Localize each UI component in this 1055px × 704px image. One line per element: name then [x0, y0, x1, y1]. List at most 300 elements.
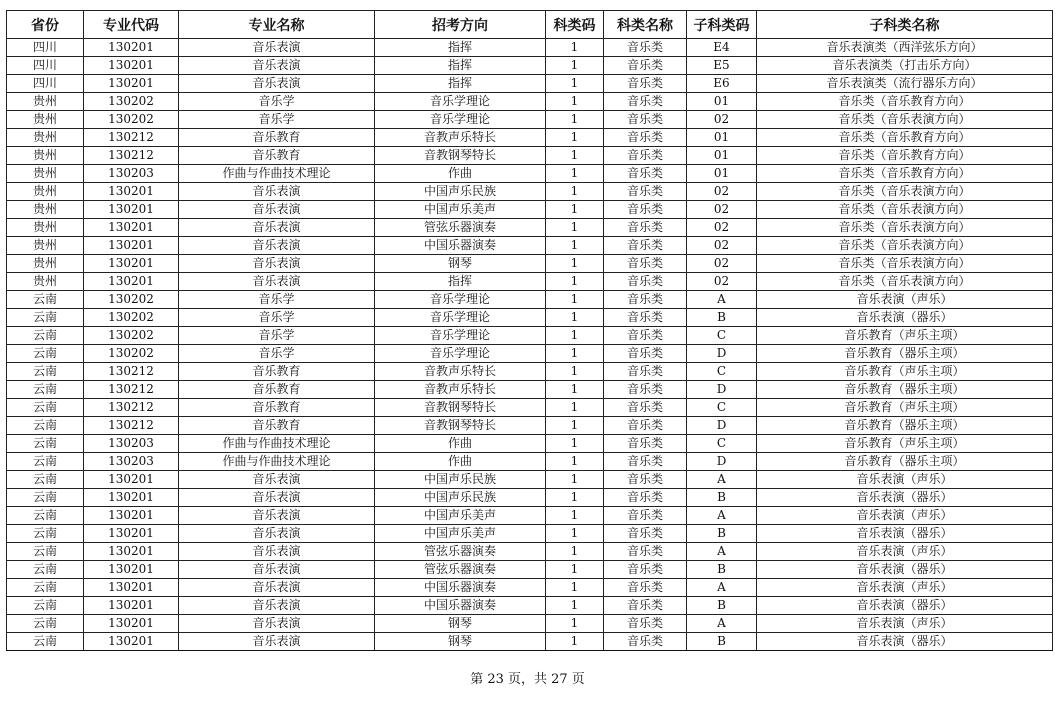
cell-direction: 指挥 [375, 75, 546, 93]
cell-category-code: 1 [546, 57, 604, 75]
cell-major-code: 130212 [84, 147, 179, 165]
cell-direction: 音教声乐特长 [375, 363, 546, 381]
cell-category-name: 音乐类 [604, 129, 687, 147]
cell-subcategory-name: 音乐表演（声乐） [757, 615, 1053, 633]
cell-province: 云南 [7, 561, 84, 579]
table-row [7, 93, 1053, 111]
cell-major-code: 130201 [84, 543, 179, 561]
cell-category-name: 音乐类 [604, 111, 687, 129]
cell-subcategory-code: A [687, 471, 757, 489]
cell-subcategory-name: 音乐类（音乐表演方向） [757, 255, 1053, 273]
cell-direction: 管弦乐器演奏 [375, 219, 546, 237]
table-row [7, 75, 1053, 93]
cell-major-name: 音乐表演 [179, 273, 375, 291]
cell-major-name: 音乐表演 [179, 57, 375, 75]
cell-major-code: 130201 [84, 561, 179, 579]
cell-direction: 音乐学理论 [375, 291, 546, 309]
cell-province: 云南 [7, 399, 84, 417]
cell-category-code: 1 [546, 435, 604, 453]
table-row [7, 255, 1053, 273]
cell-category-code: 1 [546, 579, 604, 597]
cell-province: 贵州 [7, 129, 84, 147]
cell-province: 云南 [7, 543, 84, 561]
cell-major-code: 130202 [84, 111, 179, 129]
cell-major-name: 音乐教育 [179, 147, 375, 165]
cell-category-code: 1 [546, 417, 604, 435]
cell-province: 贵州 [7, 147, 84, 165]
cell-category-name: 音乐类 [604, 471, 687, 489]
cell-major-code: 130201 [84, 219, 179, 237]
cell-subcategory-code: A [687, 615, 757, 633]
table-row [7, 327, 1053, 345]
cell-category-code: 1 [546, 273, 604, 291]
cell-direction: 作曲 [375, 435, 546, 453]
cell-province: 云南 [7, 453, 84, 471]
cell-province: 云南 [7, 291, 84, 309]
cell-direction: 音教声乐特长 [375, 381, 546, 399]
table-row [7, 597, 1053, 615]
cell-province: 云南 [7, 363, 84, 381]
cell-subcategory-name: 音乐表演类（流行器乐方向） [757, 75, 1053, 93]
cell-major-code: 130212 [84, 399, 179, 417]
cell-subcategory-name: 音乐类（音乐教育方向） [757, 129, 1053, 147]
cell-subcategory-code: B [687, 489, 757, 507]
cell-subcategory-code: E6 [687, 75, 757, 93]
column-header-province: 省份 [7, 11, 84, 39]
cell-province: 贵州 [7, 255, 84, 273]
cell-direction: 钢琴 [375, 615, 546, 633]
cell-category-code: 1 [546, 183, 604, 201]
cell-subcategory-code: B [687, 561, 757, 579]
cell-category-name: 音乐类 [604, 57, 687, 75]
cell-category-name: 音乐类 [604, 309, 687, 327]
cell-major-code: 130201 [84, 633, 179, 651]
cell-major-code: 130202 [84, 309, 179, 327]
cell-major-name: 音乐表演 [179, 525, 375, 543]
cell-major-name: 音乐学 [179, 93, 375, 111]
cell-major-code: 130212 [84, 381, 179, 399]
cell-category-code: 1 [546, 129, 604, 147]
cell-subcategory-code: 01 [687, 93, 757, 111]
column-header-direction: 招考方向 [375, 11, 546, 39]
table-row [7, 309, 1053, 327]
cell-direction: 钢琴 [375, 633, 546, 651]
cell-direction: 中国乐器演奏 [375, 579, 546, 597]
cell-category-code: 1 [546, 399, 604, 417]
cell-subcategory-name: 音乐表演（器乐） [757, 309, 1053, 327]
table-body [7, 39, 1053, 651]
cell-subcategory-code: 02 [687, 201, 757, 219]
cell-subcategory-code: 02 [687, 219, 757, 237]
cell-major-name: 音乐表演 [179, 39, 375, 57]
cell-direction: 中国声乐民族 [375, 489, 546, 507]
cell-category-code: 1 [546, 39, 604, 57]
cell-subcategory-name: 音乐表演类（西洋弦乐方向） [757, 39, 1053, 57]
cell-subcategory-code: 02 [687, 183, 757, 201]
cell-category-code: 1 [546, 219, 604, 237]
cell-province: 四川 [7, 75, 84, 93]
cell-category-code: 1 [546, 363, 604, 381]
cell-subcategory-name: 音乐教育（器乐主项） [757, 381, 1053, 399]
cell-major-code: 130201 [84, 75, 179, 93]
table-row [7, 165, 1053, 183]
header-row [7, 11, 1053, 39]
cell-direction: 中国乐器演奏 [375, 597, 546, 615]
cell-category-code: 1 [546, 633, 604, 651]
table-row [7, 417, 1053, 435]
table-row [7, 111, 1053, 129]
cell-subcategory-code: E5 [687, 57, 757, 75]
cell-province: 贵州 [7, 111, 84, 129]
cell-subcategory-code: C [687, 399, 757, 417]
cell-direction: 指挥 [375, 39, 546, 57]
cell-category-name: 音乐类 [604, 597, 687, 615]
cell-subcategory-name: 音乐类（音乐教育方向） [757, 93, 1053, 111]
cell-subcategory-code: 02 [687, 255, 757, 273]
cell-category-code: 1 [546, 381, 604, 399]
cell-subcategory-name: 音乐表演（器乐） [757, 633, 1053, 651]
cell-major-name: 作曲与作曲技术理论 [179, 453, 375, 471]
cell-direction: 指挥 [375, 273, 546, 291]
cell-major-name: 作曲与作曲技术理论 [179, 165, 375, 183]
cell-category-name: 音乐类 [604, 633, 687, 651]
cell-province: 云南 [7, 417, 84, 435]
cell-province: 云南 [7, 615, 84, 633]
cell-subcategory-name: 音乐教育（声乐主项） [757, 435, 1053, 453]
cell-major-code: 130201 [84, 489, 179, 507]
table-row [7, 183, 1053, 201]
cell-subcategory-name: 音乐表演（器乐） [757, 525, 1053, 543]
page-number: 第 23 页，共 27 页 [470, 672, 585, 687]
cell-province: 云南 [7, 471, 84, 489]
cell-category-code: 1 [546, 147, 604, 165]
cell-category-name: 音乐类 [604, 165, 687, 183]
cell-category-name: 音乐类 [604, 327, 687, 345]
cell-category-code: 1 [546, 345, 604, 363]
cell-subcategory-name: 音乐表演（声乐） [757, 471, 1053, 489]
cell-category-code: 1 [546, 507, 604, 525]
cell-direction: 音乐学理论 [375, 93, 546, 111]
cell-category-code: 1 [546, 291, 604, 309]
cell-province: 云南 [7, 345, 84, 363]
cell-major-name: 音乐表演 [179, 237, 375, 255]
table-row [7, 633, 1053, 651]
cell-category-name: 音乐类 [604, 381, 687, 399]
cell-category-name: 音乐类 [604, 561, 687, 579]
cell-direction: 中国声乐民族 [375, 183, 546, 201]
cell-subcategory-code: A [687, 543, 757, 561]
cell-category-name: 音乐类 [604, 417, 687, 435]
cell-province: 四川 [7, 39, 84, 57]
cell-subcategory-code: B [687, 597, 757, 615]
cell-direction: 管弦乐器演奏 [375, 543, 546, 561]
cell-subcategory-name: 音乐表演（声乐） [757, 507, 1053, 525]
cell-subcategory-name: 音乐教育（器乐主项） [757, 345, 1053, 363]
cell-direction: 作曲 [375, 165, 546, 183]
cell-category-name: 音乐类 [604, 543, 687, 561]
cell-province: 贵州 [7, 219, 84, 237]
cell-category-code: 1 [546, 453, 604, 471]
cell-major-name: 音乐表演 [179, 543, 375, 561]
cell-subcategory-name: 音乐教育（声乐主项） [757, 327, 1053, 345]
cell-category-code: 1 [546, 75, 604, 93]
cell-major-code: 130201 [84, 255, 179, 273]
cell-major-name: 音乐表演 [179, 561, 375, 579]
cell-province: 贵州 [7, 237, 84, 255]
table-row [7, 489, 1053, 507]
cell-subcategory-code: 02 [687, 111, 757, 129]
cell-subcategory-name: 音乐表演（器乐） [757, 489, 1053, 507]
cell-major-name: 音乐教育 [179, 417, 375, 435]
cell-category-code: 1 [546, 111, 604, 129]
cell-major-code: 130202 [84, 291, 179, 309]
cell-direction: 作曲 [375, 453, 546, 471]
cell-subcategory-code: D [687, 345, 757, 363]
cell-province: 云南 [7, 525, 84, 543]
cell-major-name: 音乐表演 [179, 255, 375, 273]
cell-subcategory-name: 音乐类（音乐表演方向） [757, 237, 1053, 255]
cell-direction: 中国声乐美声 [375, 525, 546, 543]
table-row [7, 453, 1053, 471]
cell-subcategory-name: 音乐表演（器乐） [757, 561, 1053, 579]
cell-major-code: 130201 [84, 57, 179, 75]
column-header-subcategory-name: 子科类名称 [757, 11, 1053, 39]
cell-major-name: 音乐表演 [179, 615, 375, 633]
table-row [7, 57, 1053, 75]
table-row [7, 399, 1053, 417]
cell-category-name: 音乐类 [604, 615, 687, 633]
cell-major-code: 130201 [84, 525, 179, 543]
cell-category-name: 音乐类 [604, 75, 687, 93]
cell-major-name: 音乐教育 [179, 381, 375, 399]
column-header-category-code: 科类码 [546, 11, 604, 39]
cell-major-code: 130203 [84, 165, 179, 183]
cell-subcategory-code: A [687, 507, 757, 525]
cell-subcategory-code: D [687, 417, 757, 435]
table-row [7, 219, 1053, 237]
cell-direction: 音乐学理论 [375, 309, 546, 327]
cell-subcategory-code: C [687, 327, 757, 345]
cell-major-code: 130202 [84, 327, 179, 345]
cell-category-code: 1 [546, 255, 604, 273]
cell-category-name: 音乐类 [604, 39, 687, 57]
cell-province: 贵州 [7, 273, 84, 291]
cell-category-code: 1 [546, 561, 604, 579]
cell-major-name: 音乐教育 [179, 129, 375, 147]
table-row [7, 273, 1053, 291]
cell-major-name: 作曲与作曲技术理论 [179, 435, 375, 453]
cell-subcategory-code: 01 [687, 129, 757, 147]
cell-major-name: 音乐表演 [179, 183, 375, 201]
cell-major-name: 音乐表演 [179, 633, 375, 651]
cell-category-code: 1 [546, 489, 604, 507]
cell-category-code: 1 [546, 597, 604, 615]
cell-direction: 管弦乐器演奏 [375, 561, 546, 579]
table-row [7, 237, 1053, 255]
cell-subcategory-name: 音乐类（音乐教育方向） [757, 147, 1053, 165]
cell-category-name: 音乐类 [604, 399, 687, 417]
cell-category-name: 音乐类 [604, 147, 687, 165]
cell-major-name: 音乐表演 [179, 201, 375, 219]
cell-major-code: 130212 [84, 417, 179, 435]
cell-direction: 音乐学理论 [375, 111, 546, 129]
table-row [7, 345, 1053, 363]
cell-subcategory-name: 音乐教育（器乐主项） [757, 417, 1053, 435]
cell-subcategory-code: B [687, 633, 757, 651]
cell-major-code: 130201 [84, 579, 179, 597]
cell-subcategory-name: 音乐表演（声乐） [757, 291, 1053, 309]
cell-subcategory-code: 02 [687, 237, 757, 255]
cell-subcategory-name: 音乐表演（器乐） [757, 597, 1053, 615]
cell-category-name: 音乐类 [604, 345, 687, 363]
cell-category-code: 1 [546, 237, 604, 255]
column-header-major-name: 专业名称 [179, 11, 375, 39]
cell-subcategory-code: C [687, 363, 757, 381]
cell-category-code: 1 [546, 543, 604, 561]
column-header-major-code: 专业代码 [84, 11, 179, 39]
cell-direction: 中国乐器演奏 [375, 237, 546, 255]
admissions-table [6, 10, 1053, 651]
cell-subcategory-name: 音乐类（音乐表演方向） [757, 219, 1053, 237]
cell-province: 云南 [7, 633, 84, 651]
cell-subcategory-name: 音乐类（音乐表演方向） [757, 273, 1053, 291]
table-row [7, 561, 1053, 579]
cell-major-code: 130202 [84, 345, 179, 363]
cell-subcategory-code: 02 [687, 273, 757, 291]
cell-category-name: 音乐类 [604, 579, 687, 597]
cell-category-name: 音乐类 [604, 507, 687, 525]
cell-major-code: 130201 [84, 201, 179, 219]
cell-category-name: 音乐类 [604, 525, 687, 543]
cell-major-name: 音乐表演 [179, 75, 375, 93]
cell-subcategory-name: 音乐类（音乐教育方向） [757, 165, 1053, 183]
cell-major-code: 130201 [84, 507, 179, 525]
cell-direction: 中国声乐美声 [375, 507, 546, 525]
table-row [7, 381, 1053, 399]
cell-category-code: 1 [546, 309, 604, 327]
cell-province: 云南 [7, 435, 84, 453]
cell-province: 云南 [7, 327, 84, 345]
cell-subcategory-name: 音乐表演（声乐） [757, 579, 1053, 597]
cell-major-name: 音乐表演 [179, 579, 375, 597]
cell-category-code: 1 [546, 615, 604, 633]
cell-subcategory-name: 音乐表演（声乐） [757, 543, 1053, 561]
table-row [7, 201, 1053, 219]
cell-category-name: 音乐类 [604, 453, 687, 471]
cell-province: 贵州 [7, 201, 84, 219]
cell-major-code: 130203 [84, 453, 179, 471]
cell-province: 贵州 [7, 165, 84, 183]
cell-direction: 中国声乐民族 [375, 471, 546, 489]
cell-subcategory-code: A [687, 579, 757, 597]
cell-major-name: 音乐教育 [179, 363, 375, 381]
cell-major-name: 音乐表演 [179, 489, 375, 507]
cell-category-code: 1 [546, 201, 604, 219]
cell-subcategory-code: 01 [687, 147, 757, 165]
cell-subcategory-code: A [687, 291, 757, 309]
cell-major-code: 130212 [84, 363, 179, 381]
cell-province: 云南 [7, 489, 84, 507]
table-row [7, 471, 1053, 489]
cell-direction: 音教钢琴特长 [375, 399, 546, 417]
cell-subcategory-code: E4 [687, 39, 757, 57]
cell-category-name: 音乐类 [604, 363, 687, 381]
cell-major-code: 130201 [84, 471, 179, 489]
table-row [7, 507, 1053, 525]
table-row [7, 129, 1053, 147]
cell-major-name: 音乐表演 [179, 471, 375, 489]
cell-category-code: 1 [546, 165, 604, 183]
cell-major-code: 130201 [84, 273, 179, 291]
cell-category-code: 1 [546, 93, 604, 111]
cell-category-code: 1 [546, 525, 604, 543]
table-row [7, 579, 1053, 597]
cell-province: 云南 [7, 597, 84, 615]
cell-subcategory-name: 音乐类（音乐表演方向） [757, 201, 1053, 219]
cell-province: 贵州 [7, 93, 84, 111]
table-row [7, 147, 1053, 165]
cell-direction: 指挥 [375, 57, 546, 75]
cell-major-name: 音乐表演 [179, 219, 375, 237]
cell-category-name: 音乐类 [604, 219, 687, 237]
cell-subcategory-code: B [687, 525, 757, 543]
cell-subcategory-code: D [687, 381, 757, 399]
cell-province: 云南 [7, 381, 84, 399]
cell-direction: 中国声乐美声 [375, 201, 546, 219]
cell-direction: 音教钢琴特长 [375, 147, 546, 165]
cell-direction: 音乐学理论 [375, 327, 546, 345]
cell-major-name: 音乐教育 [179, 399, 375, 417]
cell-subcategory-name: 音乐类（音乐表演方向） [757, 111, 1053, 129]
table-row [7, 363, 1053, 381]
cell-subcategory-name: 音乐教育（声乐主项） [757, 399, 1053, 417]
cell-major-name: 音乐学 [179, 345, 375, 363]
cell-subcategory-name: 音乐表演类（打击乐方向） [757, 57, 1053, 75]
column-header-subcategory-code: 子科类码 [687, 11, 757, 39]
cell-category-name: 音乐类 [604, 255, 687, 273]
cell-subcategory-code: 01 [687, 165, 757, 183]
cell-category-name: 音乐类 [604, 201, 687, 219]
cell-major-code: 130201 [84, 39, 179, 57]
cell-province: 云南 [7, 507, 84, 525]
table-row [7, 435, 1053, 453]
cell-direction: 音乐学理论 [375, 345, 546, 363]
column-header-category-name: 科类名称 [604, 11, 687, 39]
cell-category-name: 音乐类 [604, 291, 687, 309]
table-row [7, 525, 1053, 543]
cell-major-name: 音乐学 [179, 327, 375, 345]
cell-province: 贵州 [7, 183, 84, 201]
cell-category-name: 音乐类 [604, 93, 687, 111]
table-row [7, 543, 1053, 561]
cell-category-name: 音乐类 [604, 183, 687, 201]
cell-category-name: 音乐类 [604, 435, 687, 453]
cell-category-name: 音乐类 [604, 273, 687, 291]
cell-province: 四川 [7, 57, 84, 75]
cell-major-code: 130201 [84, 615, 179, 633]
cell-category-code: 1 [546, 327, 604, 345]
cell-major-code: 130201 [84, 237, 179, 255]
cell-subcategory-code: D [687, 453, 757, 471]
cell-direction: 音教声乐特长 [375, 129, 546, 147]
cell-major-code: 130201 [84, 597, 179, 615]
cell-major-code: 130203 [84, 435, 179, 453]
table-row [7, 39, 1053, 57]
cell-subcategory-name: 音乐教育（器乐主项） [757, 453, 1053, 471]
cell-major-code: 130212 [84, 129, 179, 147]
cell-major-name: 音乐学 [179, 111, 375, 129]
cell-subcategory-code: B [687, 309, 757, 327]
